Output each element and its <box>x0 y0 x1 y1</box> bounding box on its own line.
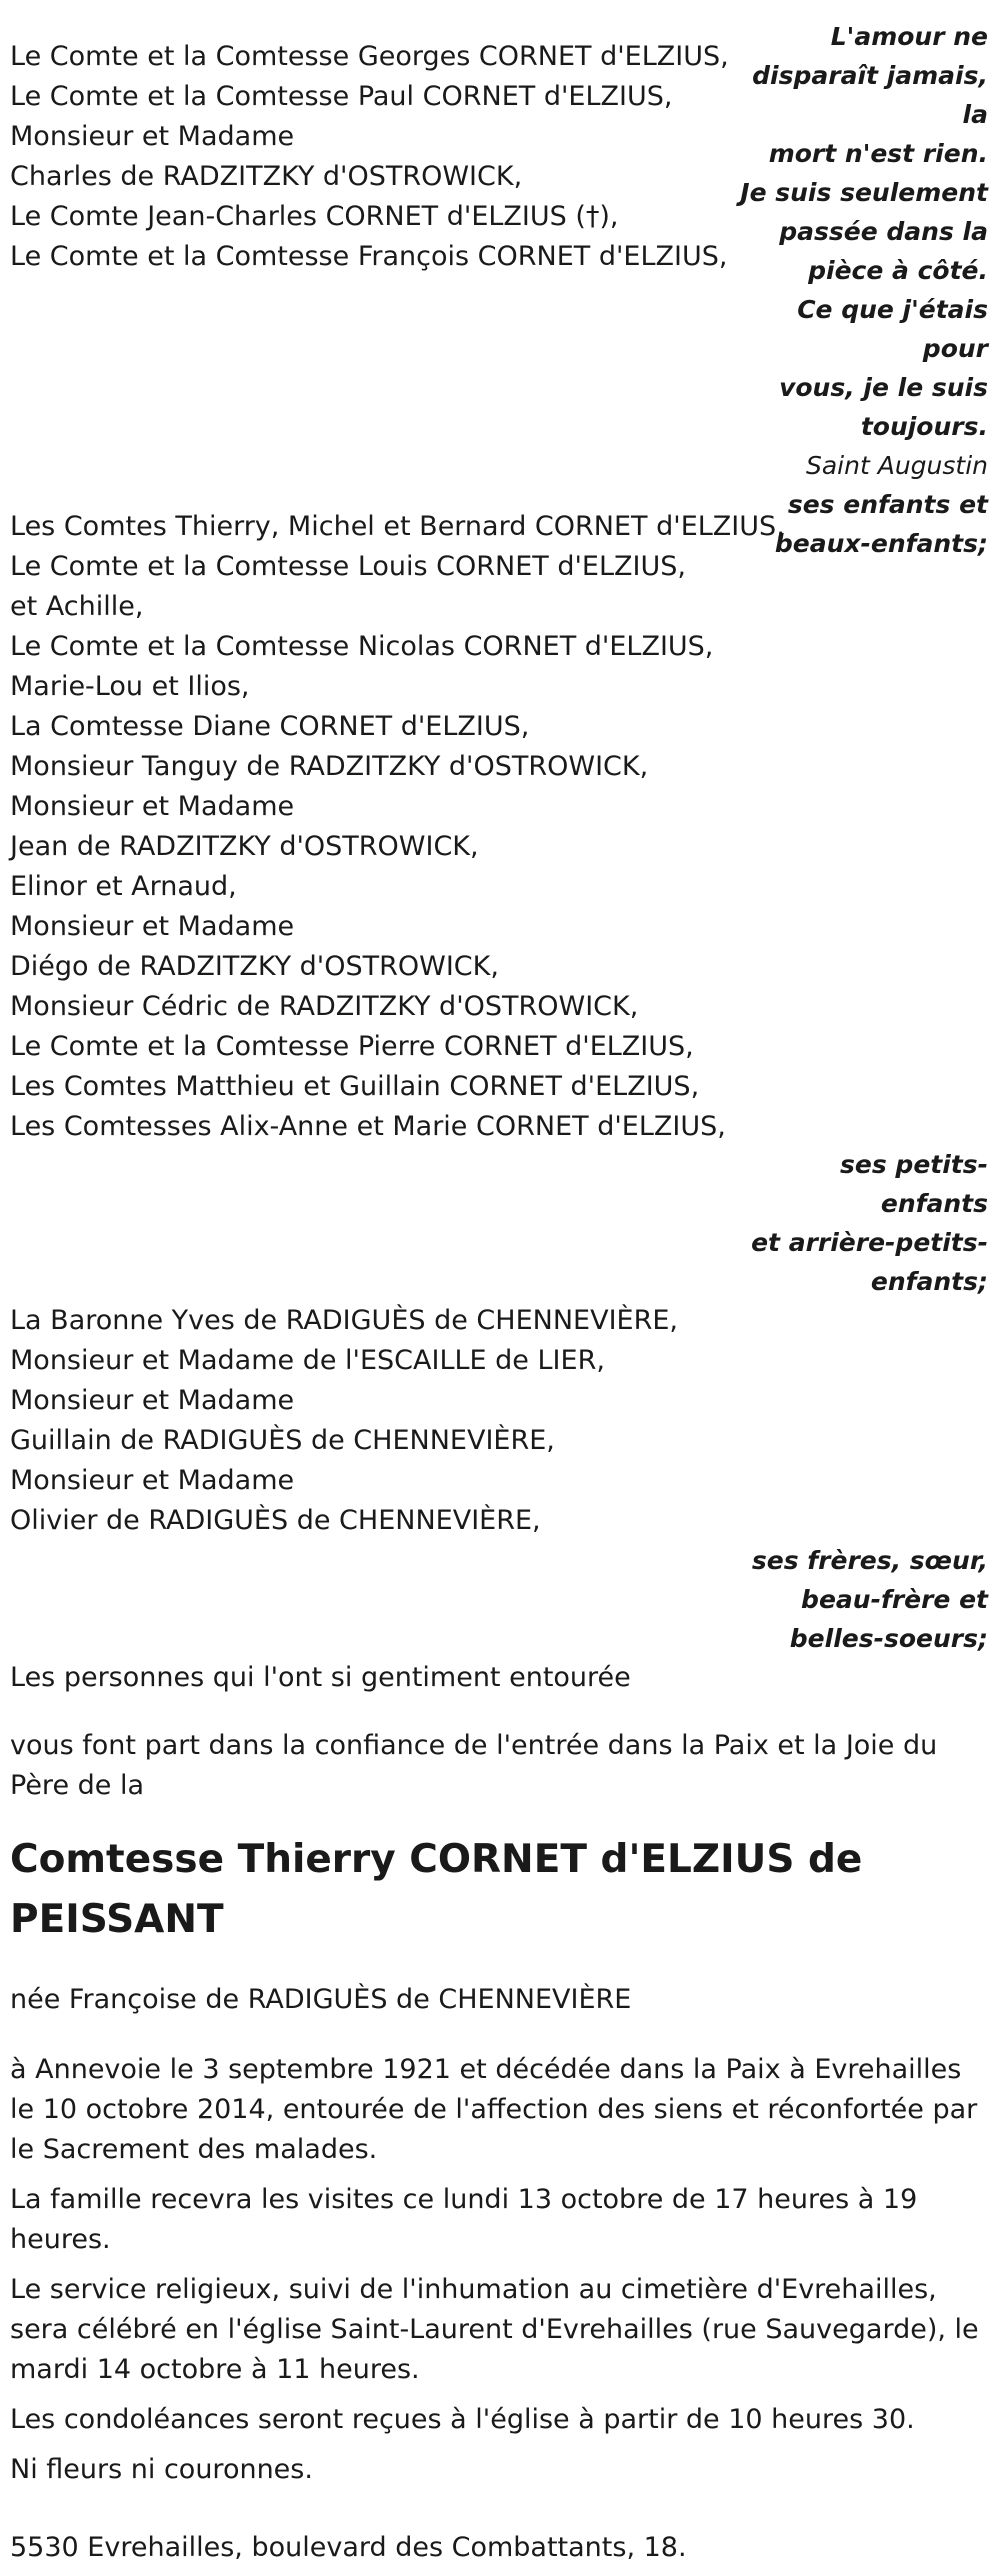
name-line: Jean de RADZITZKY d'OSTROWICK, <box>10 831 479 862</box>
relation-line: beaux-enfants; <box>774 529 988 558</box>
name-line: Guillain de RADIGUÈS de CHENNEVIÈRE, <box>10 1425 555 1456</box>
siblings-relation <box>738 1541 988 1658</box>
service-text: Le service religieux, suivi de l'inhumation au cimetière d'Evrehailles, sera célébré en l'église Saint-Laurent d'Evrehailles (rue Sauvegarde), le mardi 14 octobre à 11 heures. <box>10 2274 979 2385</box>
name-line: Monsieur et Madame <box>10 121 295 152</box>
quote-line: mort n'est rien. <box>768 139 988 168</box>
name-line: Monsieur Cédric de RADZITZKY d'OSTROWICK, <box>10 991 639 1022</box>
name-line: La Baronne Yves de RADIGUÈS de CHENNEVIÈRE, <box>10 1305 678 1336</box>
no-flowers-text: Ni fleurs ni couronnes. <box>10 2454 313 2485</box>
address: 5530 Evrehailles, boulevard des Combattants, 18. <box>10 2532 687 2563</box>
name-line: Monsieur et Madame <box>10 911 295 942</box>
siblings-names <box>10 1301 790 1541</box>
grandchildren-relation <box>738 1145 988 1301</box>
name-line: Olivier de RADIGUÈS de CHENNEVIÈRE, <box>10 1505 541 1536</box>
birth-name: née Françoise de RADIGUÈS de CHENNEVIÈRE <box>10 1984 632 2015</box>
others-line: Les personnes qui l'ont si gentiment entourée <box>10 1662 631 1693</box>
name-line: Le Comte et la Comtesse Louis CORNET d'ELZIUS, <box>10 551 686 582</box>
quote-line: pièce à côté. <box>808 256 988 285</box>
name-line: Les Comtes Matthieu et Guillain CORNET d'ELZIUS, <box>10 1071 700 1102</box>
name-line: Charles de RADZITZKY d'OSTROWICK, <box>10 161 523 192</box>
born-died-text: à Annevoie le 3 septembre 1921 et décédée dans la Paix à Evrehailles le 10 octobre 2014, entourée de l'affection des siens et réconfortée par le Sacrement des malades. <box>10 2054 978 2165</box>
relation-line: ses enfants et <box>787 490 988 519</box>
grandchildren-names <box>10 507 790 1147</box>
quote-line: Je suis seulement <box>740 178 988 207</box>
name-line: Le Comte et la Comtesse Pierre CORNET d'ELZIUS, <box>10 1031 694 1062</box>
name-line: Le Comte et la Comtesse Paul CORNET d'ELZIUS, <box>10 81 673 112</box>
name-line: Le Comte Jean-Charles CORNET d'ELZIUS (†), <box>10 201 619 232</box>
quote-line: Ce que j'étais pour <box>797 295 988 363</box>
name-line: Marie-Lou et Ilios, <box>10 671 250 702</box>
name-line: Elinor et Arnaud, <box>10 871 237 902</box>
relation-line: ses frères, sœur, <box>751 1546 988 1575</box>
relation-line: et arrière-petits- <box>751 1228 988 1257</box>
visits-text: La famille recevra les visites ce lundi 13 octobre de 17 heures à 19 heures. <box>10 2184 918 2255</box>
quote-line: toujours. <box>860 412 988 441</box>
quote-line: vous, je le suis <box>779 373 988 402</box>
quote-block <box>738 17 988 563</box>
relation-line: ses petits-enfants <box>840 1150 988 1218</box>
condolences-text: Les condoléances seront reçues à l'église à partir de 10 heures 30. <box>10 2404 915 2435</box>
name-line: Le Comte et la Comtesse Nicolas CORNET d'ELZIUS, <box>10 631 714 662</box>
name-line: Diégo de RADZITZKY d'OSTROWICK, <box>10 951 499 982</box>
name-line: Le Comte et la Comtesse Georges CORNET d'ELZIUS, <box>10 41 729 72</box>
children-names <box>10 37 790 277</box>
name-line: Monsieur Tanguy de RADZITZKY d'OSTROWICK, <box>10 751 649 782</box>
name-line: Monsieur et Madame <box>10 1465 295 1496</box>
name-line: Monsieur et Madame <box>10 1385 295 1416</box>
quote-line: L'amour ne <box>830 22 988 51</box>
grandchildren-section <box>0 507 1000 1301</box>
quote-line: passée dans la <box>779 217 988 246</box>
relation-line: enfants; <box>870 1267 988 1296</box>
name-line: Monsieur et Madame de l'ESCAILLE de LIER, <box>10 1345 605 1376</box>
name-line: Les Comtesses Alix-Anne et Marie CORNET d'ELZIUS, <box>10 1111 726 1142</box>
name-line: Le Comte et la Comtesse François CORNET d'ELZIUS, <box>10 241 728 272</box>
relation-line: belles-soeurs; <box>789 1624 988 1653</box>
siblings-section <box>0 1301 1000 1658</box>
quote-author: Saint Augustin <box>805 451 988 480</box>
name-line: La Comtesse Diane CORNET d'ELZIUS, <box>10 711 530 742</box>
name-line: et Achille, <box>10 591 144 622</box>
deceased-name: Comtesse Thierry CORNET d'ELZIUS de PEISSANT <box>10 1837 863 1942</box>
name-line: Les Comtes Thierry, Michel et Bernard CORNET d'ELZIUS, <box>10 511 785 542</box>
announcement: vous font part dans la confiance de l'entrée dans la Paix et la Joie du Père de la <box>10 1730 938 1801</box>
name-line: Monsieur et Madame <box>10 791 295 822</box>
quote-line: disparaît jamais, la <box>752 61 988 129</box>
relation-line: beau-frère et <box>801 1585 988 1614</box>
